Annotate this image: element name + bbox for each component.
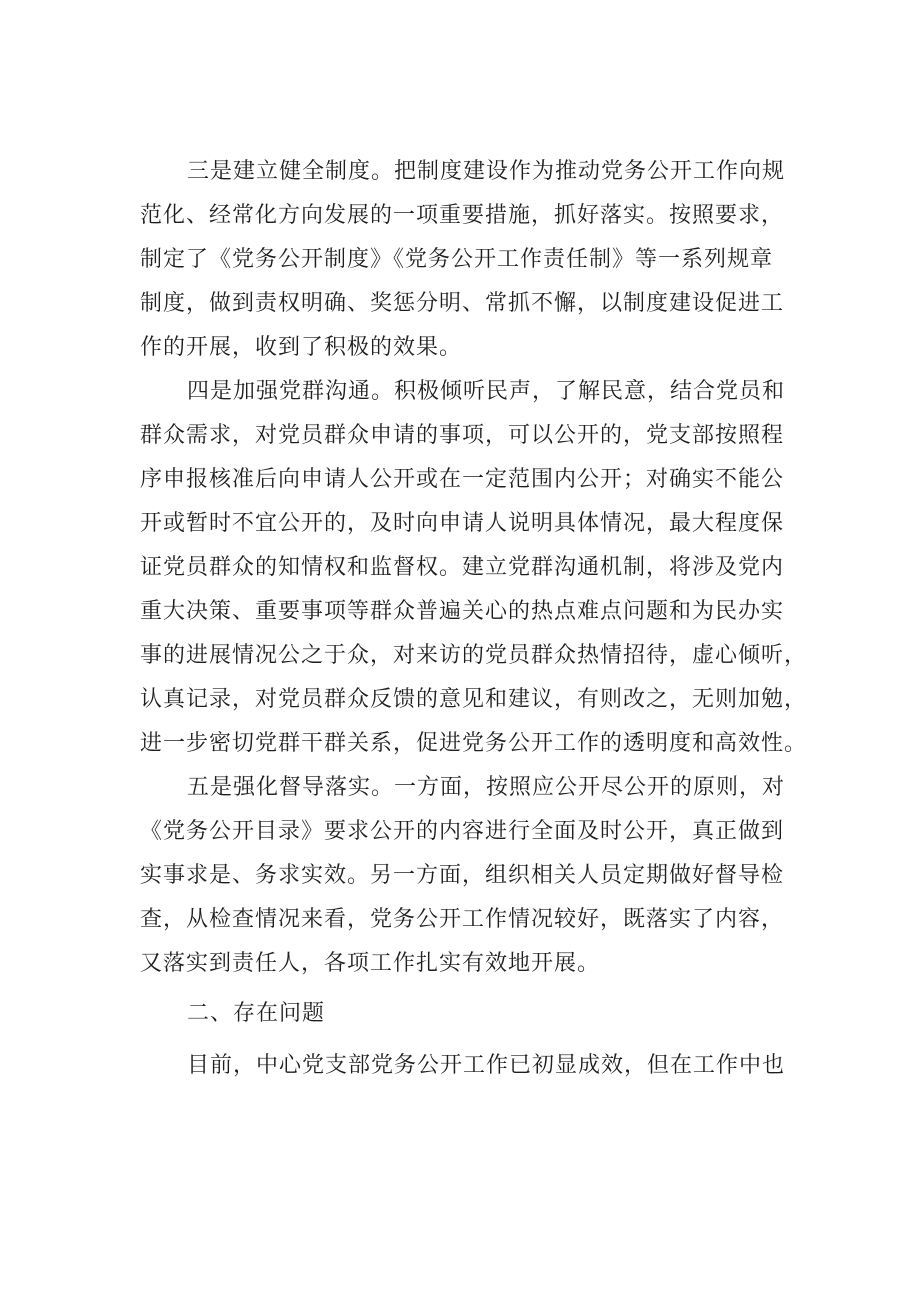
paragraph xyxy=(140,150,840,370)
paragraph-line: 目前，中心党支部党务公开工作已初显成效，但在工作中也 xyxy=(187,1053,786,1078)
paragraph-line: 查，从检查情况来看，党务公开工作情况较好，既落实了内容， xyxy=(140,907,785,932)
paragraph-line: 认真记录，对党员群众反馈的意见和建议，有则改之，无则加勉， xyxy=(140,687,808,712)
paragraph-line: 制度，做到责权明确、奖惩分明、常抓不懈，以制度建设促进工 xyxy=(140,291,785,316)
paragraph-line: 开或暂时不宜公开的，及时向申请人说明具体情况，最大程度保 xyxy=(140,511,785,536)
paragraph-line: 制定了《党务公开制度》《党务公开工作责任制》等一系列规章 xyxy=(140,247,774,272)
paragraph-line: 序申报核准后向申请人公开或在一定范围内公开；对确实不能公 xyxy=(140,467,785,492)
paragraph-line: 又落实到责任人，各项工作扎实有效地开展。 xyxy=(140,951,601,976)
paragraph-line: 三是建立健全制度。把制度建设作为推动党务公开工作向规 xyxy=(187,159,786,184)
section-heading: 二、存在问题 xyxy=(187,1001,326,1026)
paragraph xyxy=(140,370,840,766)
paragraph-line: 五是强化督导落实。一方面，按照应公开尽公开的原则，对 xyxy=(187,775,786,800)
paragraph-line: 作的开展，收到了积极的效果。 xyxy=(140,335,463,360)
paragraph-line: 事的进展情况公之于众，对来访的党员群众热情招待，虚心倾听， xyxy=(140,643,808,668)
paragraph-line: 四是加强党群沟通。积极倾听民声，了解民意，结合党员和 xyxy=(187,379,786,404)
paragraph-line: 证党员群众的知情权和监督权。建立党群沟通机制，将涉及党内 xyxy=(140,555,785,580)
paragraph-line: 实事求是、务求实效。另一方面，组织相关人员定期做好督导检 xyxy=(140,863,785,888)
paragraph-line: 群众需求，对党员群众申请的事项，可以公开的，党支部按照程 xyxy=(140,423,785,448)
paragraph-line: 重大决策、重要事项等群众普遍关心的热点难点问题和为民办实 xyxy=(140,599,785,624)
paragraph xyxy=(140,766,840,986)
paragraph xyxy=(140,1044,840,1088)
paragraph-line: 进一步密切党群干群关系，促进党务公开工作的透明度和高效性。 xyxy=(140,731,808,756)
paragraph-line: 范化、经常化方向发展的一项重要措施，抓好落实。按照要求， xyxy=(140,203,785,228)
paragraph-line: 《党务公开目录》要求公开的内容进行全面及时公开，真正做到 xyxy=(140,819,785,844)
document-body xyxy=(140,150,840,1088)
